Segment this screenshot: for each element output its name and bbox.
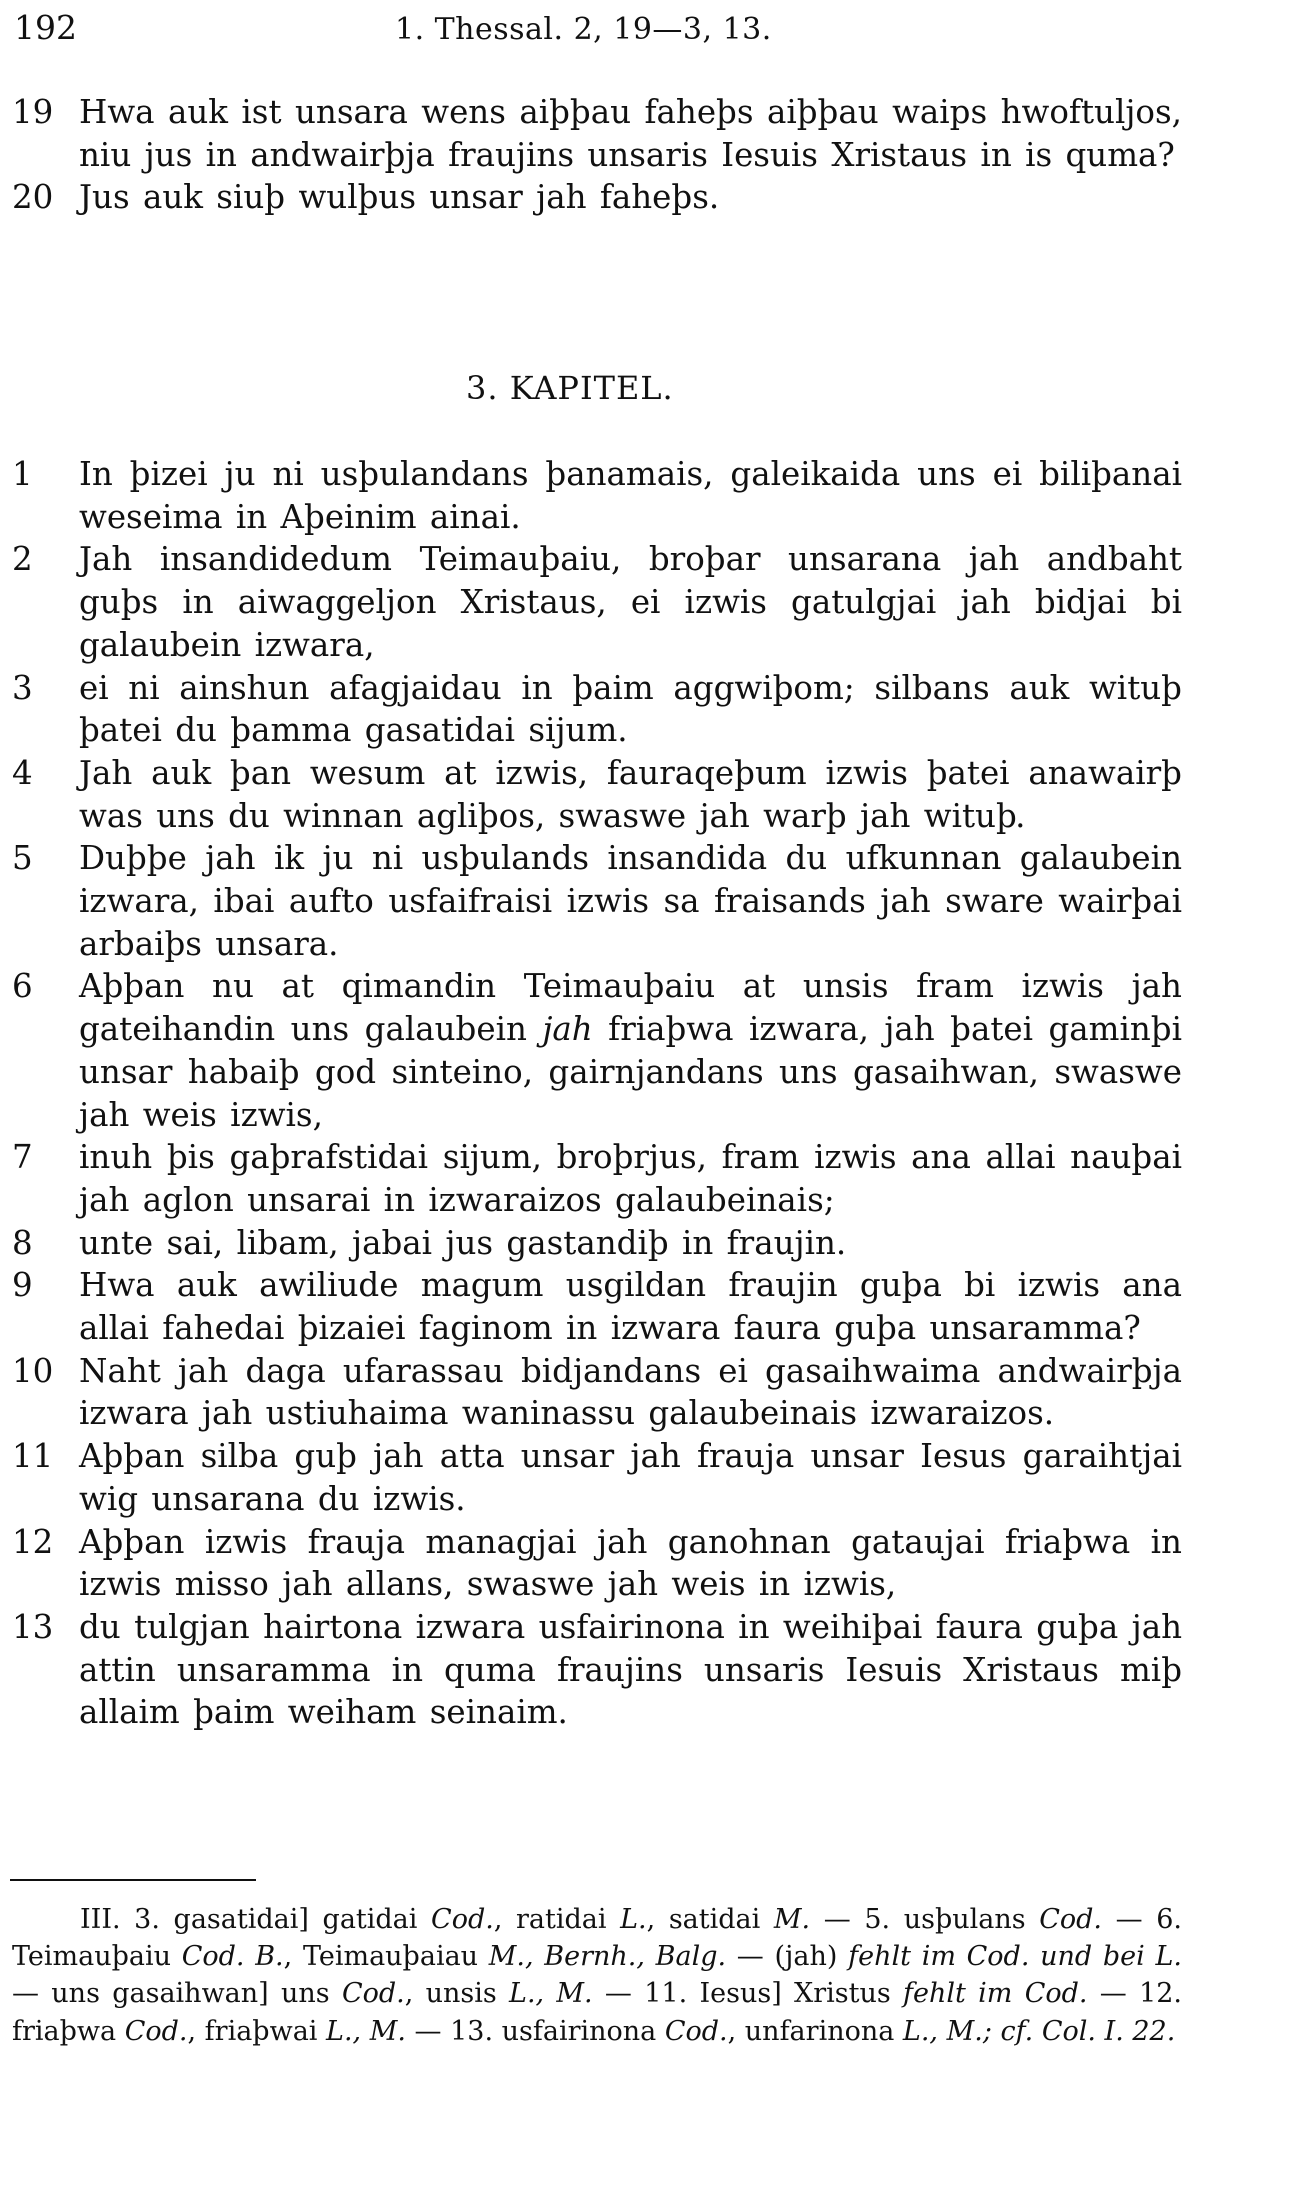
verse-text: Jah auk þan wesum at izwis, fauraqeþum izwis þatei anawairþ was uns du winnan agliþos, swaswe jah warþ jah wituþ. (79, 753, 1182, 835)
verse-text-before: Aþþan nu at qimandin Teimauþaiu at unsis fram izwis jah gateihandin uns galaubein (79, 967, 1182, 1049)
verse-3-6 (0, 965, 1182, 1136)
footnote-siglum: L. (620, 1904, 647, 1935)
verse-number: 9 (12, 1266, 33, 1305)
footnote-text: , unsis (404, 1978, 510, 2010)
verse-number: 6 (12, 967, 33, 1006)
verse-number: 12 (12, 1522, 54, 1561)
verse-3-3 (0, 667, 1182, 752)
verse-2-19 (0, 91, 1182, 176)
verse-text: Hwa auk ist unsara wens aiþþau faheþs aiþþau waips hwoftuljos, niu jus in andwairþja fraujins unsaris Iesuis Xristaus in is quma? (79, 93, 1182, 174)
verse-text: Duþþe jah ik ju ni usþulands insandida du ufkunnan galaubein izwara, ibai aufto usfaifraisi izwis sa fraisands jah sware wairþai arbaiþs unsara. (79, 839, 1182, 963)
verse-3-12 (0, 1521, 1182, 1606)
verse-3-7 (0, 1136, 1182, 1221)
verse-number: 5 (12, 839, 33, 878)
verse-number: 10 (12, 1351, 54, 1390)
footnote-text: — 12. friaþwa (12, 1978, 1183, 2047)
footnote-siglum: fehlt im Cod. (903, 1978, 1088, 2010)
footnote-text: — 5. usþulans (810, 1904, 1040, 1935)
verse-number: 13 (12, 1607, 54, 1646)
footnote-text: — uns gasaihwan] uns (12, 1978, 342, 2010)
verse-text: inuh þis gaþrafstidai sijum, broþrjus, fram izwis ana allai nauþai jah aglon unsarai in izwaraizos galaubeinais; (79, 1138, 1182, 1219)
verse-3-2 (0, 538, 1182, 666)
page-number: 192 (14, 8, 77, 47)
footnote-siglum: Cod. (341, 1978, 405, 2010)
verse-3-10 (0, 1350, 1182, 1435)
verse-text: Jah insandidedum Teimauþaiu, broþar unsarana jah andbaht guþs in aiwaggeljon Xristaus, ei izwis gatulgjai jah bidjai bi galaubein izwara, (79, 540, 1182, 664)
verse-number: 4 (12, 753, 33, 792)
verse-2-20 (0, 176, 1182, 219)
footnote-text: , friaþwai (187, 2015, 327, 2047)
footnote-siglum: Cod. (1039, 1904, 1103, 1935)
footnote-text: — 6. Teimauþaiu (12, 1904, 1182, 1973)
verse-3-9 (0, 1264, 1182, 1349)
verse-text: du tulgjan hairtona izwara usfairinona in weihiþai faura guþa jah attin unsaramma in quma fraujins unsaris Iesuis Xristaus miþ allaim þaim weiham seinaim. (79, 1607, 1182, 1732)
footnote-siglum: Cod. (124, 2015, 188, 2047)
footnote-text: — (jah) (726, 1941, 849, 1973)
verse-text: ei ni ainshun afagjaidau in þaim aggwiþom; silbans auk wituþ þatei du þamma gasatidai sijum. (79, 668, 1182, 750)
verse-3-13 (0, 1606, 1182, 1734)
footnote-text: , unfarinona (727, 2015, 903, 2047)
footnote-siglum: M. (773, 1904, 811, 1935)
verse-text: In þizei ju ni usþulandans þanamais, galeikaida uns ei biliþanai weseima in Aþeinim ainai. (79, 455, 1182, 536)
verse-number: 3 (12, 668, 33, 707)
verse-text: Hwa auk awiliude magum usgildan fraujin guþa bi izwis ana allai fahedai þizaiei faginom in izwara faura guþa unsaramma? (79, 1266, 1182, 1348)
footnote-text: , ratidai (493, 1904, 621, 1935)
footnote-siglum: L., M.; cf. Col. I. 22. (902, 2015, 1176, 2047)
verse-number: 7 (12, 1138, 33, 1177)
verse-text: Aþþan silba guþ jah atta unsar jah frauja unsar Iesus garaihtjai wig unsarana du izwis. (79, 1437, 1182, 1518)
footnote-divider (10, 1879, 256, 1881)
chapter-2-verses (0, 91, 1304, 219)
verse-3-11 (0, 1435, 1182, 1520)
footnote-siglum: L., M. (509, 1978, 593, 2010)
footnote-siglum: Cod. (431, 1904, 494, 1935)
verse-text: Naht jah daga ufarassau bidjandans ei gasaihwaima andwairþja izwara jah ustiuhaima waninassu galaubeinais izwaraizos. (79, 1351, 1182, 1433)
footnote-siglum: Cod. B. (181, 1941, 284, 1973)
verse-3-1 (0, 453, 1182, 538)
verse-text: unte sai, libam, jabai jus gastandiþ in fraujin. (79, 1223, 847, 1262)
chapter-3-verses (0, 453, 1304, 1734)
verse-number: 11 (12, 1437, 54, 1476)
footnote-text: III. 3. gasatidai] gatidai (80, 1904, 432, 1935)
verse-number: 20 (12, 178, 54, 217)
verse-number: 2 (12, 540, 33, 579)
footnote-siglum: M., Bernh., Balg. (488, 1941, 727, 1973)
verse-3-5 (0, 837, 1182, 965)
verse-text: Aþþan izwis frauja managjai jah ganohnan gataujai friaþwa in izwis misso jah allans, swaswe jah weis in izwis, (79, 1522, 1182, 1604)
verse-number: 8 (12, 1223, 33, 1262)
verse-text-italic: jah (542, 1010, 593, 1049)
running-head: 1. Thessal. 2, 19—3, 13. (395, 12, 772, 47)
footnote-text: — 11. Iesus] Xristus (592, 1978, 904, 2010)
footnote-text: , satidai (646, 1904, 774, 1935)
verse-number: 1 (12, 455, 33, 493)
footnote-siglum: L., M. (326, 2015, 406, 2047)
critical-apparatus-footnotes (12, 1901, 1182, 2050)
chapter-title: 3. KAPITEL. (466, 369, 674, 407)
footnote-siglum: Cod. (664, 2015, 728, 2047)
verse-text: Jus auk siuþ wulþus unsar jah faheþs. (79, 178, 720, 217)
footnote-siglum: fehlt im Cod. und bei L. (848, 1941, 1182, 1973)
footnote-text: , Teimauþaiau (283, 1941, 489, 1973)
verse-text-after: friaþwa izwara, jah þatei gaminþi unsar habaiþ god sinteino, gairnjandans uns gasaihwan, swaswe jah weis izwis, (79, 1010, 1182, 1134)
verse-number: 19 (12, 93, 54, 131)
footnote-text: — 13. usfairinona (405, 2015, 665, 2047)
verse-3-4 (0, 752, 1182, 837)
verse-3-8 (0, 1222, 1182, 1265)
